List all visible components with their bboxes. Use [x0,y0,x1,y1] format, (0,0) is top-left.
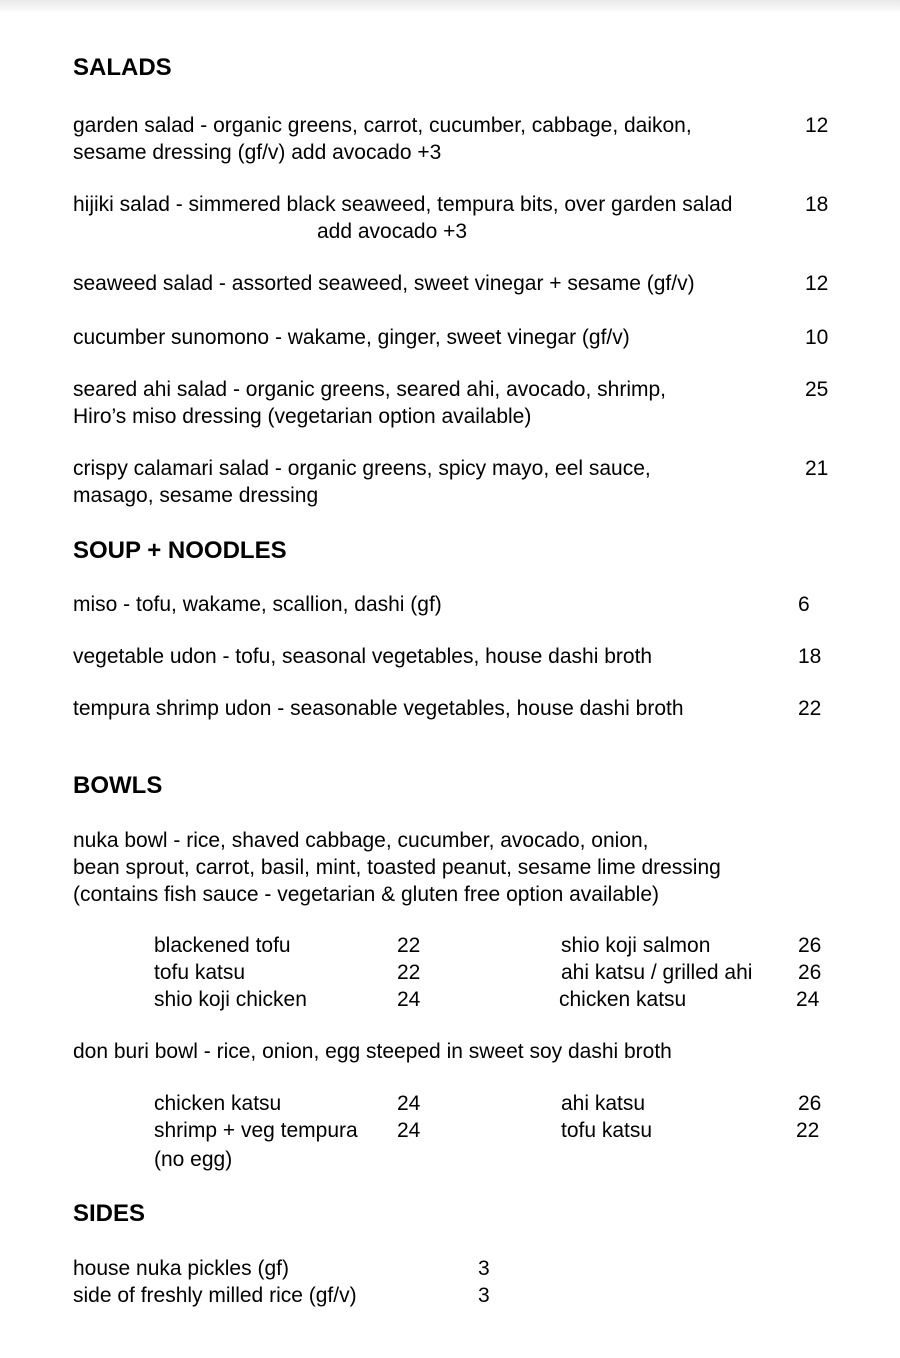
option-name: blackened tofu [154,934,291,957]
option-name: chicken katsu [559,988,687,1011]
item-price: 18 [798,645,822,668]
item-price: 25 [805,378,829,401]
item-description: seaweed salad - assorted seaweed, sweet vinegar + sesame (gf/v) [73,272,695,295]
option-name: tofu katsu [154,961,246,984]
item-description: sesame dressing (gf/v) add avocado +3 [73,141,442,164]
item-description: (contains fish sauce - vegetarian & gluten free option available) [73,883,660,906]
item-description: house nuka pickles (gf) [73,1257,289,1280]
section-heading-salads: SALADS [73,54,172,81]
option-name: shio koji chicken [154,988,307,1011]
option-price: 22 [397,961,421,984]
option-price: 24 [397,988,421,1011]
page-top-shadow [0,0,900,14]
option-name: ahi katsu / grilled ahi [561,961,753,984]
item-price: 18 [805,193,829,216]
section-heading-bowls: BOWLS [73,772,163,799]
item-description: garden salad - organic greens, carrot, cucumber, cabbage, daikon, [73,114,692,137]
option-price: 24 [796,988,820,1011]
item-description: masago, sesame dressing [73,484,319,507]
option-price: 26 [798,934,822,957]
item-price: 12 [805,272,829,295]
option-name: tofu katsu [561,1119,653,1142]
option-price: 26 [798,1092,822,1115]
item-price: 22 [798,697,822,720]
item-description: miso - tofu, wakame, scallion, dashi (gf) [73,593,442,616]
item-price: 10 [805,326,829,349]
option-name: chicken katsu [154,1092,282,1115]
item-description: nuka bowl - rice, shaved cabbage, cucumber, avocado, onion, [73,829,649,852]
option-note: (no egg) [154,1148,233,1171]
option-name: shrimp + veg tempura [154,1119,358,1142]
section-heading-soup-noodles: SOUP + NOODLES [73,537,287,564]
option-name: shio koji salmon [561,934,711,957]
item-description: don buri bowl - rice, onion, egg steeped in sweet soy dashi broth [73,1040,672,1063]
item-description: seared ahi salad - organic greens, seared ahi, avocado, shrimp, [73,378,667,401]
option-name: ahi katsu [561,1092,646,1115]
item-addon: add avocado +3 [317,220,468,243]
item-description: crispy calamari salad - organic greens, spicy mayo, eel sauce, [73,457,651,480]
item-description: vegetable udon - tofu, seasonal vegetables, house dashi broth [73,645,653,668]
item-price: 12 [805,114,829,137]
item-description: tempura shrimp udon - seasonable vegetables, house dashi broth [73,697,684,720]
option-price: 22 [796,1119,820,1142]
item-price: 6 [798,593,810,616]
option-price: 24 [397,1119,421,1142]
option-price: 24 [397,1092,421,1115]
item-price: 21 [805,457,829,480]
item-price: 3 [478,1257,490,1280]
item-description: hijiki salad - simmered black seaweed, tempura bits, over garden salad [73,193,733,216]
item-description: bean sprout, carrot, basil, mint, toasted peanut, sesame lime dressing [73,856,721,879]
section-heading-sides: SIDES [73,1200,146,1227]
item-description: cucumber sunomono - wakame, ginger, sweet vinegar (gf/v) [73,326,630,349]
option-price: 26 [798,961,822,984]
item-description: Hiro’s miso dressing (vegetarian option available) [73,405,532,428]
item-description: side of freshly milled rice (gf/v) [73,1284,357,1307]
item-price: 3 [478,1284,490,1307]
option-price: 22 [397,934,421,957]
